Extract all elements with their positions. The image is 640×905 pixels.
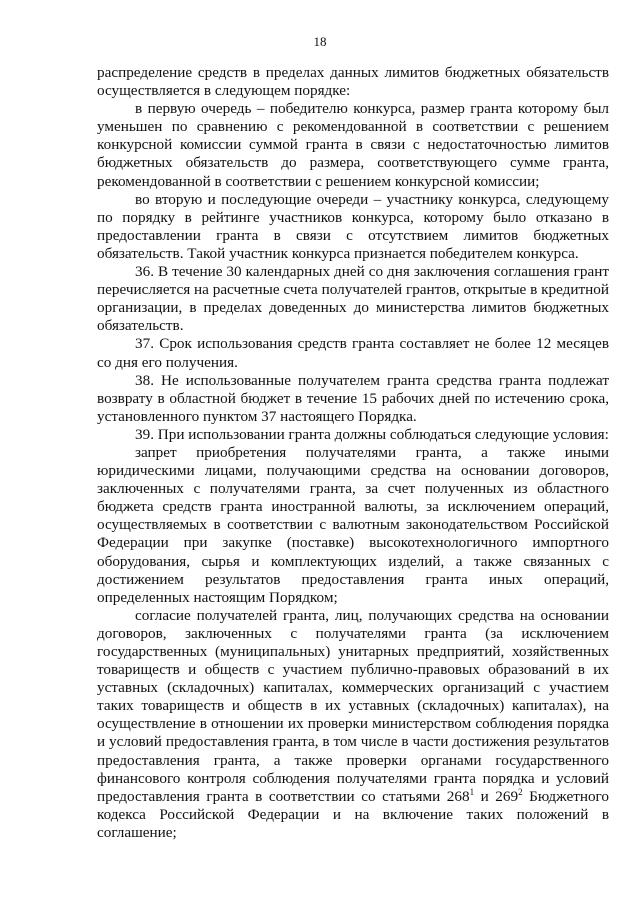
paragraph-text: Бюджетного кодекса Российской Федерации и на включение таких положений в соглашение; bbox=[97, 787, 609, 841]
paragraph: запрет приобретения получателями гранта, а также иными юридическими лицами, получающими средства на основании договоров, заключенных с получателями гранта, за счет полученных из областного бюджета средств гранта иностранной валюты, за исключением операций, осуществляемых в соответствии с валютным законодательством Российской Федерации при закупке (поставке) высокотехнологичного импортного оборудования, сырья и комплектующих изделий, а также связанных с достижением результатов предоставления гранта иных операций, определенных настоящим Порядком; bbox=[97, 443, 609, 606]
paragraph-item-39: 39. При использовании гранта должны соблюдаться следующие условия: bbox=[135, 425, 609, 443]
paragraph-last bbox=[97, 607, 609, 842]
paragraph-item-37: 37. Срок использования средств гранта составляет не более 12 месяцев со дня его получения. bbox=[97, 335, 609, 371]
paragraph: распределение средств в пределах данных лимитов бюджетных обязательств осуществляется в следующем порядке: bbox=[97, 64, 609, 100]
paragraph-text: и 269 bbox=[474, 787, 519, 805]
paragraph-text: согласие получателей гранта, лиц, получающих средства на основании договоров, заключенных с получателями гранта (за исключением государственных (муниципальных) унитарных предприятий, хозяйственных товариществ и обществ с участием публично-правовых образований в их уставных (складочных) капиталах, коммерческих организаций с участием таких товариществ и обществ в их уставных (складочных) капиталах), на осуществление в отношении их проверки министерством соблюдения порядка и условий предоставления гранта, в том числе в части достижения результатов предоставления гранта, а также проверки органами государственного финансового контроля соблюдения получателями гранта порядка и условий предоставления гранта в соответствии со статьями 268 bbox=[97, 606, 609, 805]
page-number: 18 bbox=[313, 34, 327, 49]
paragraph-item-36: 36. В течение 30 календарных дней со дня заключения соглашения грант перечисляется на расчетные счета получателей грантов, открытые в кредитной организации, в пределах доведенных до министерства лимитов бюджетных обязательств. bbox=[97, 263, 609, 335]
superscript: 1 bbox=[469, 786, 475, 797]
paragraph: во вторую и последующие очереди – участнику конкурса, следующему по порядку в рейтинге участников конкурса, которому было отказано в предоставлении гранта в связи с отсутствием лимитов бюджетных обязательств. Такой участник конкурса признается победителем конкурса. bbox=[97, 190, 609, 262]
paragraph-item-38: 38. Не использованные получателем гранта средства гранта подлежат возврату в областной бюджет в течение 15 рабочих дней по истечению срока, установленного пунктом 37 настоящего Порядка. bbox=[97, 371, 609, 425]
superscript: 2 bbox=[518, 786, 523, 797]
paragraph: в первую очередь – победителю конкурса, размер гранта которому был уменьшен по сравнению с рекомендованной в соответствии с решением конкурсной комиссии суммой гранта в связи с недостаточностью лимитов бюджетных обязательств до размера, соответствующего сумме гранта, рекомендованной в соответствии с решением конкурсной комиссии; bbox=[97, 100, 609, 190]
document-body bbox=[97, 64, 609, 842]
